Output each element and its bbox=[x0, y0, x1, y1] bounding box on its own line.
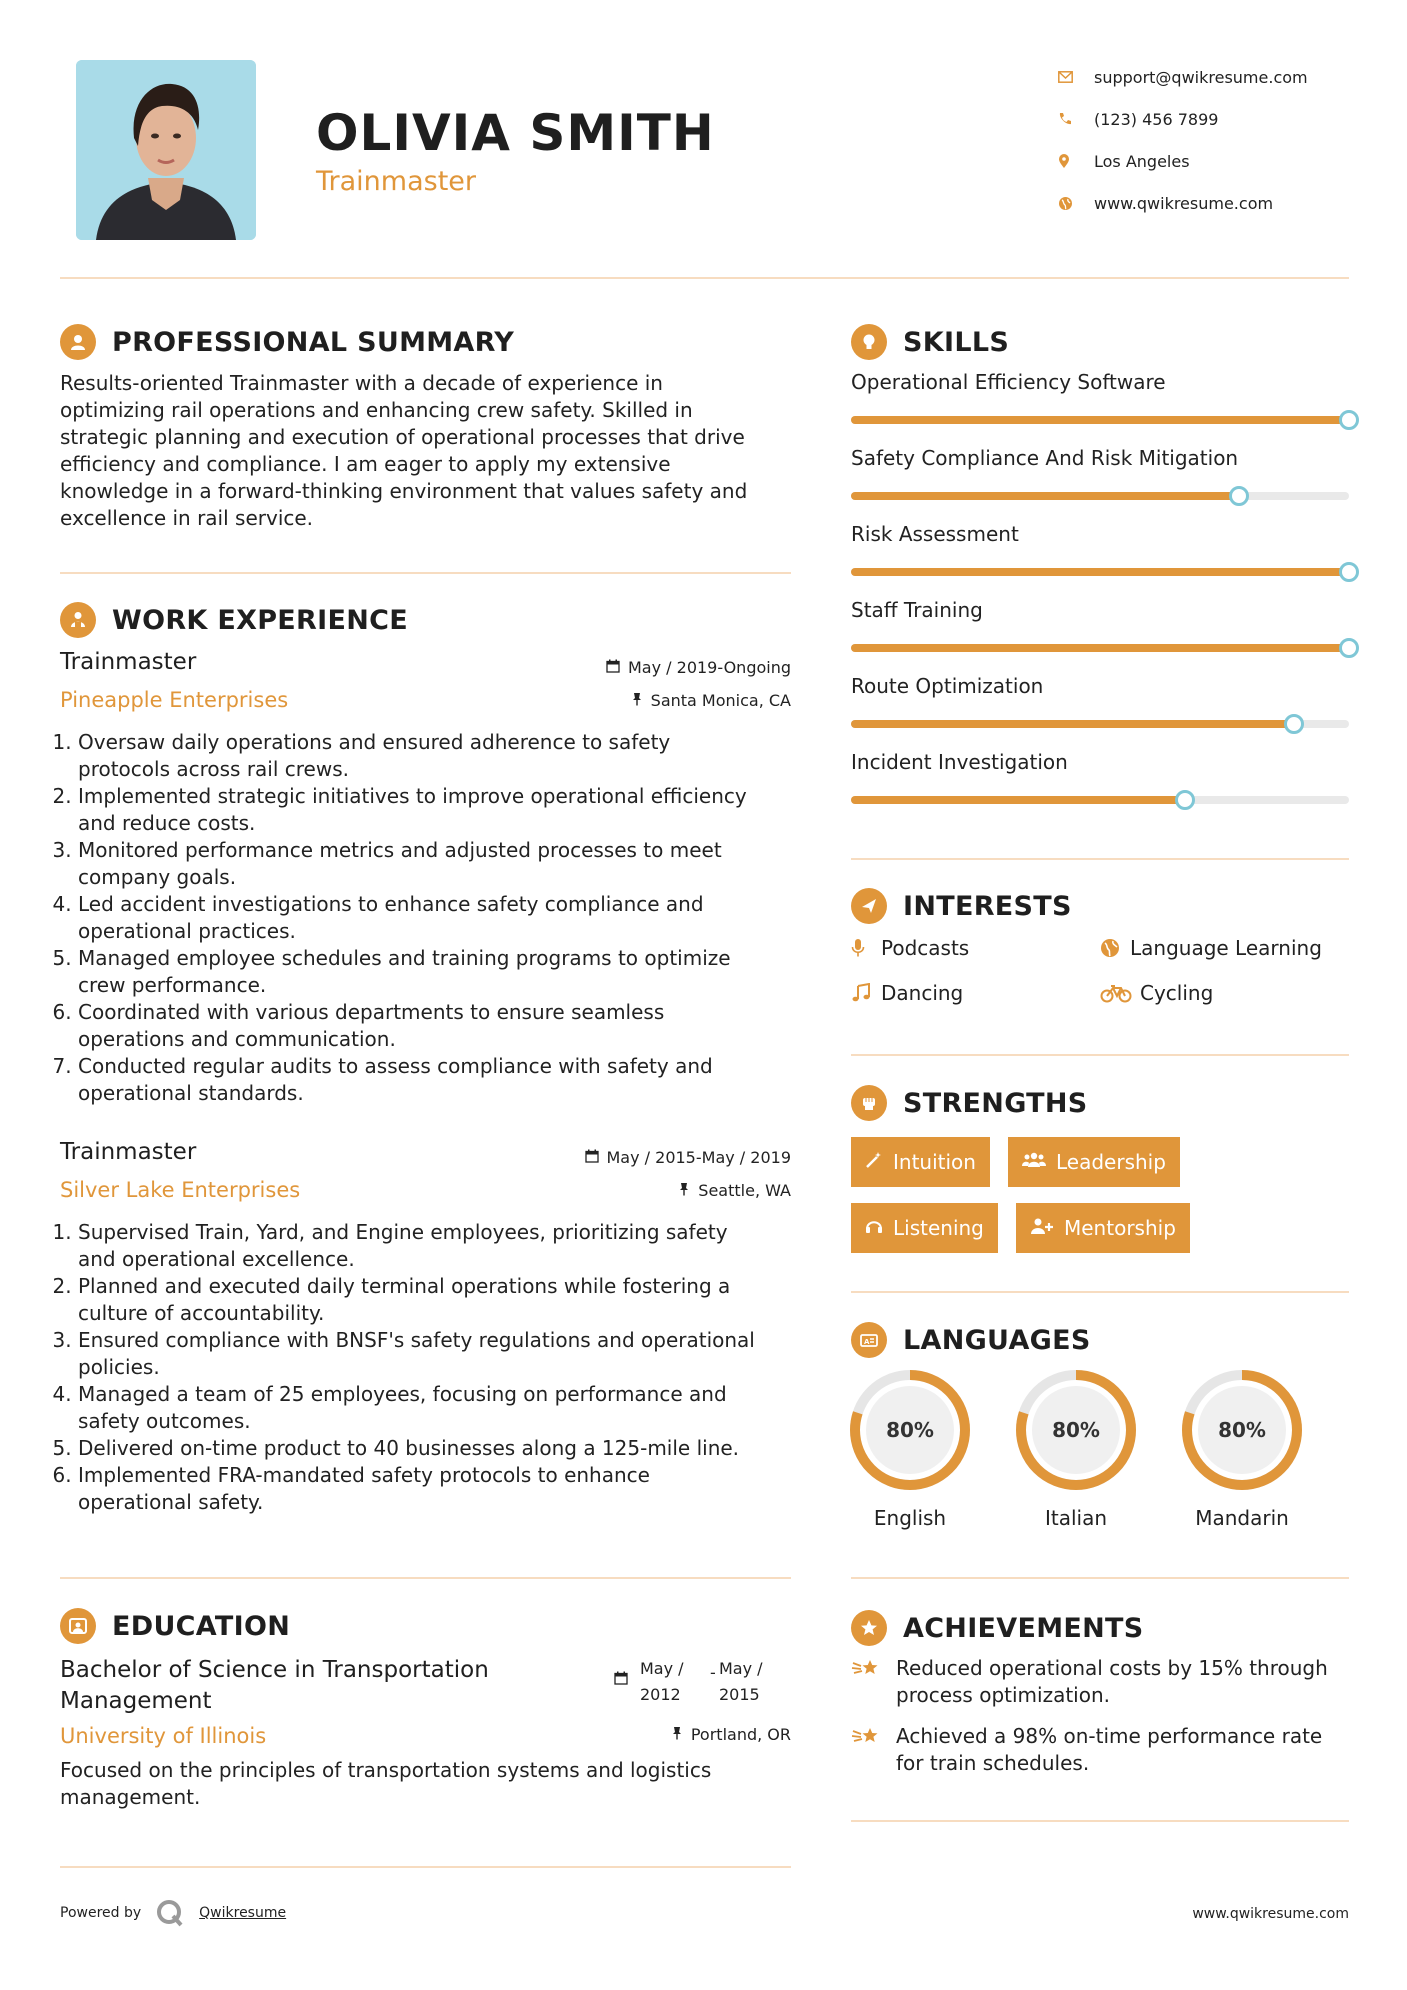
strength-chip bbox=[851, 1137, 990, 1187]
contact-email[interactable] bbox=[1058, 56, 1308, 98]
job-company: Pineapple Enterprises bbox=[60, 688, 289, 712]
skills-heading-text: SKILLS bbox=[903, 326, 1010, 358]
summary-line: strategic planning and execution of operational processes that drive bbox=[60, 425, 745, 449]
skill-bar-knob bbox=[1175, 790, 1195, 810]
language-ring bbox=[1180, 1368, 1304, 1492]
headphones-icon bbox=[865, 1217, 883, 1240]
strength-label: Leadership bbox=[1056, 1150, 1166, 1174]
magic-wand-icon bbox=[865, 1151, 883, 1174]
degree-title bbox=[60, 1655, 489, 1717]
interests-heading bbox=[851, 888, 1072, 924]
degree-line: Management bbox=[60, 1688, 212, 1714]
strength-label: Listening bbox=[893, 1216, 984, 1240]
interest-item bbox=[1100, 936, 1322, 960]
skill-bar-knob bbox=[1229, 486, 1249, 506]
work-heading-text: WORK EXPERIENCE bbox=[112, 604, 408, 636]
profile-photo bbox=[76, 60, 256, 240]
work-divider bbox=[60, 1577, 791, 1579]
qwikresume-link[interactable]: Qwikresume bbox=[199, 1905, 287, 1921]
achievement-item bbox=[851, 1655, 1351, 1709]
skill-bar bbox=[851, 644, 1349, 652]
job-date bbox=[480, 1148, 791, 1167]
education-heading bbox=[60, 1608, 290, 1644]
list-item: 2. Planned and executed daily terminal operations while fostering a culture of accountability. bbox=[78, 1273, 805, 1327]
strength-chip bbox=[1008, 1137, 1180, 1187]
language-card-icon bbox=[851, 1322, 887, 1358]
education-description: Focused on the principles of transportation systems and logistics management. bbox=[60, 1758, 712, 1809]
skill-bar-fill bbox=[851, 644, 1349, 652]
calendar-icon bbox=[614, 1670, 628, 1689]
list-item: 1. Supervised Train, Yard, and Engine employees, prioritizing safety and operational excellence. bbox=[78, 1219, 805, 1273]
education-divider bbox=[60, 1866, 791, 1868]
summary-heading-text: PROFESSIONAL SUMMARY bbox=[112, 326, 515, 358]
language-ring bbox=[1014, 1368, 1138, 1492]
strength-label: Mentorship bbox=[1064, 1216, 1176, 1240]
languages-heading-text: LANGUAGES bbox=[903, 1324, 1091, 1356]
language-ring bbox=[848, 1368, 972, 1492]
list-item: 1. Oversaw daily operations and ensured adherence to safety protocols across rail crews. bbox=[78, 729, 805, 783]
pushpin-icon bbox=[678, 1182, 690, 1200]
contact-phone-text: (123) 456 7899 bbox=[1094, 109, 1219, 129]
interest-item bbox=[1100, 981, 1213, 1005]
achievement-text: Reduced operational costs by 15% through process optimization. bbox=[896, 1656, 1328, 1707]
skill-bar bbox=[851, 492, 1349, 500]
summary-line: Results-oriented Trainmaster with a decade of experience in bbox=[60, 371, 663, 395]
job-location bbox=[480, 691, 791, 710]
pushpin-icon bbox=[671, 1726, 683, 1744]
paper-plane-icon bbox=[851, 888, 887, 924]
shooting-star-icon bbox=[851, 1723, 896, 1777]
strengths-heading-text: STRENGTHS bbox=[903, 1087, 1088, 1119]
language-name: Italian bbox=[1044, 1506, 1108, 1530]
interest-label: Podcasts bbox=[881, 936, 970, 960]
footer-website[interactable]: www.qwikresume.com bbox=[1192, 1906, 1349, 1922]
contact-location bbox=[1058, 140, 1308, 182]
work-heading bbox=[60, 602, 408, 638]
languages-heading bbox=[851, 1322, 1091, 1358]
skill-bar-knob bbox=[1339, 638, 1359, 658]
list-item: 4. Managed a team of 25 employees, focusing on performance and safety outcomes. bbox=[78, 1381, 805, 1435]
date-separator: - bbox=[710, 1663, 716, 1682]
skill-label: Route Optimization bbox=[851, 674, 1044, 698]
skill-bar-fill bbox=[851, 720, 1294, 728]
skill-bar bbox=[851, 568, 1349, 576]
language-name: Mandarin bbox=[1195, 1506, 1289, 1530]
briefcase-user-icon bbox=[60, 602, 96, 638]
strength-label: Intuition bbox=[893, 1150, 976, 1174]
microphone-icon bbox=[851, 938, 881, 958]
list-item: 6. Implemented FRA-mandated safety protocols to enhance operational safety. bbox=[78, 1462, 805, 1516]
users-icon bbox=[1022, 1151, 1046, 1174]
lightbulb-icon bbox=[851, 324, 887, 360]
achievements-divider bbox=[851, 1820, 1349, 1822]
education-location-text: Portland, OR bbox=[690, 1725, 791, 1744]
map-pin-icon bbox=[1058, 154, 1094, 169]
skill-bar-knob bbox=[1284, 714, 1304, 734]
interest-label: Dancing bbox=[881, 981, 964, 1005]
globe-icon bbox=[1058, 196, 1094, 211]
skill-label: Risk Assessment bbox=[851, 522, 1019, 546]
skill-bar-fill bbox=[851, 492, 1239, 500]
language-item bbox=[1180, 1368, 1304, 1530]
interests-divider bbox=[851, 1054, 1349, 1056]
profile-photo-illustration bbox=[76, 60, 256, 240]
language-percent: 80% bbox=[1052, 1418, 1100, 1442]
envelope-icon bbox=[1058, 71, 1094, 83]
education-start-date: May / 2012 bbox=[640, 1659, 684, 1704]
list-item: 4. Led accident investigations to enhance safety compliance and operational practices. bbox=[78, 891, 805, 945]
interest-label: Cycling bbox=[1140, 981, 1214, 1005]
skills-divider bbox=[851, 858, 1349, 860]
summary-line: excellence in rail service. bbox=[60, 506, 314, 530]
contact-location-text: Los Angeles bbox=[1094, 151, 1190, 171]
svg-text:A: A bbox=[864, 1338, 870, 1346]
contact-block bbox=[1058, 56, 1308, 224]
summary-line: knowledge in a forward-thinking environment that values safety and bbox=[60, 479, 748, 503]
pushpin-icon bbox=[631, 692, 643, 710]
shooting-star-icon bbox=[851, 1655, 896, 1709]
achievements-heading-text: ACHIEVEMENTS bbox=[903, 1612, 1144, 1644]
achievement-text: Achieved a 98% on-time performance rate for train schedules. bbox=[896, 1724, 1323, 1775]
skill-bar-knob bbox=[1339, 410, 1359, 430]
powered-by-text: Powered by bbox=[60, 1905, 142, 1921]
education-location bbox=[480, 1725, 791, 1744]
skill-bar-fill bbox=[851, 568, 1349, 576]
fist-icon bbox=[851, 1085, 887, 1121]
interest-label: Language Learning bbox=[1130, 936, 1322, 960]
language-name: English bbox=[873, 1506, 947, 1530]
languages-divider bbox=[851, 1577, 1349, 1579]
language-item bbox=[848, 1368, 972, 1530]
user-icon bbox=[60, 324, 96, 360]
interest-item bbox=[851, 981, 963, 1005]
education-end-date: May / 2015 bbox=[719, 1659, 763, 1704]
skill-label: Operational Efficiency Software bbox=[851, 370, 1166, 394]
job-location bbox=[480, 1181, 791, 1200]
skill-bar bbox=[851, 416, 1349, 424]
degree-line: Bachelor of Science in Transportation bbox=[60, 1657, 489, 1683]
achievement-item bbox=[851, 1723, 1351, 1777]
user-plus-icon bbox=[1030, 1217, 1054, 1240]
interests-heading-text: INTERESTS bbox=[903, 890, 1072, 922]
list-item: 5. Managed employee schedules and training programs to optimize crew performance. bbox=[78, 945, 805, 999]
job-duties-list bbox=[60, 1219, 805, 1516]
list-item: 6. Coordinated with various departments to ensure seamless operations and communication. bbox=[78, 999, 805, 1053]
list-item: 7. Conducted regular audits to assess compliance with safety and operational standards. bbox=[78, 1053, 805, 1107]
strengths-divider bbox=[851, 1291, 1349, 1293]
education-heading-text: EDUCATION bbox=[112, 1610, 291, 1642]
calendar-icon bbox=[606, 659, 620, 677]
job-date-text: May / 2019-Ongoing bbox=[628, 658, 791, 677]
job-date bbox=[480, 658, 791, 677]
list-item: 5. Delivered on-time product to 40 businesses along a 125-mile line. bbox=[78, 1435, 805, 1462]
summary-text bbox=[60, 370, 800, 532]
skill-bar-fill bbox=[851, 416, 1349, 424]
summary-line: efficiency and compliance. I am eager to apply my extensive bbox=[60, 452, 671, 476]
candidate-name: OLIVIA SMITH bbox=[316, 104, 715, 162]
qwikresume-logo-icon bbox=[155, 1898, 185, 1928]
list-item: 3. Monitored performance metrics and adjusted processes to meet company goals. bbox=[78, 837, 805, 891]
contact-email-text: support@qwikresume.com bbox=[1094, 67, 1308, 87]
contact-website[interactable] bbox=[1058, 182, 1308, 224]
summary-line: optimizing rail operations and enhancing crew safety. Skilled in bbox=[60, 398, 693, 422]
skill-label: Staff Training bbox=[851, 598, 983, 622]
skills-heading bbox=[851, 324, 1009, 360]
language-percent: 80% bbox=[886, 1418, 934, 1442]
candidate-title: Trainmaster bbox=[316, 166, 476, 197]
strengths-heading bbox=[851, 1085, 1088, 1121]
job-duties-list bbox=[60, 729, 805, 1107]
summary-divider bbox=[60, 572, 791, 574]
job-date-text: May / 2015-May / 2019 bbox=[606, 1148, 791, 1167]
star-badge-icon bbox=[851, 1610, 887, 1646]
skill-bar bbox=[851, 720, 1349, 728]
skill-bar bbox=[851, 796, 1349, 804]
contact-phone[interactable] bbox=[1058, 98, 1308, 140]
strength-chip bbox=[851, 1203, 998, 1253]
footer-powered-by bbox=[60, 1898, 286, 1928]
bicycle-icon bbox=[1100, 983, 1140, 1003]
language-percent: 80% bbox=[1218, 1418, 1266, 1442]
list-item: 3. Ensured compliance with BNSF's safety regulations and operational policies. bbox=[78, 1327, 805, 1381]
language-item bbox=[1014, 1368, 1138, 1530]
graduate-icon bbox=[60, 1608, 96, 1644]
list-item: 2. Implemented strategic initiatives to improve operational efficiency and reduce costs. bbox=[78, 783, 805, 837]
school-name: University of Illinois bbox=[60, 1724, 267, 1748]
skill-label: Safety Compliance And Risk Mitigation bbox=[851, 446, 1239, 470]
job-title: Trainmaster bbox=[60, 649, 197, 675]
contact-website-text: www.qwikresume.com bbox=[1094, 193, 1274, 213]
job-location-text: Santa Monica, CA bbox=[650, 691, 791, 710]
achievements-heading bbox=[851, 1610, 1144, 1646]
globe-icon bbox=[1100, 938, 1130, 958]
music-icon bbox=[851, 983, 881, 1003]
calendar-icon bbox=[585, 1149, 599, 1167]
interest-item bbox=[851, 936, 969, 960]
phone-icon bbox=[1058, 112, 1094, 126]
job-title: Trainmaster bbox=[60, 1139, 197, 1165]
skill-label: Incident Investigation bbox=[851, 750, 1068, 774]
skill-bar-knob bbox=[1339, 562, 1359, 582]
strength-chip bbox=[1016, 1203, 1190, 1253]
header-divider bbox=[60, 277, 1349, 279]
job-company: Silver Lake Enterprises bbox=[60, 1178, 301, 1202]
job-location-text: Seattle, WA bbox=[698, 1181, 791, 1200]
summary-heading bbox=[60, 324, 514, 360]
skill-bar-fill bbox=[851, 796, 1185, 804]
